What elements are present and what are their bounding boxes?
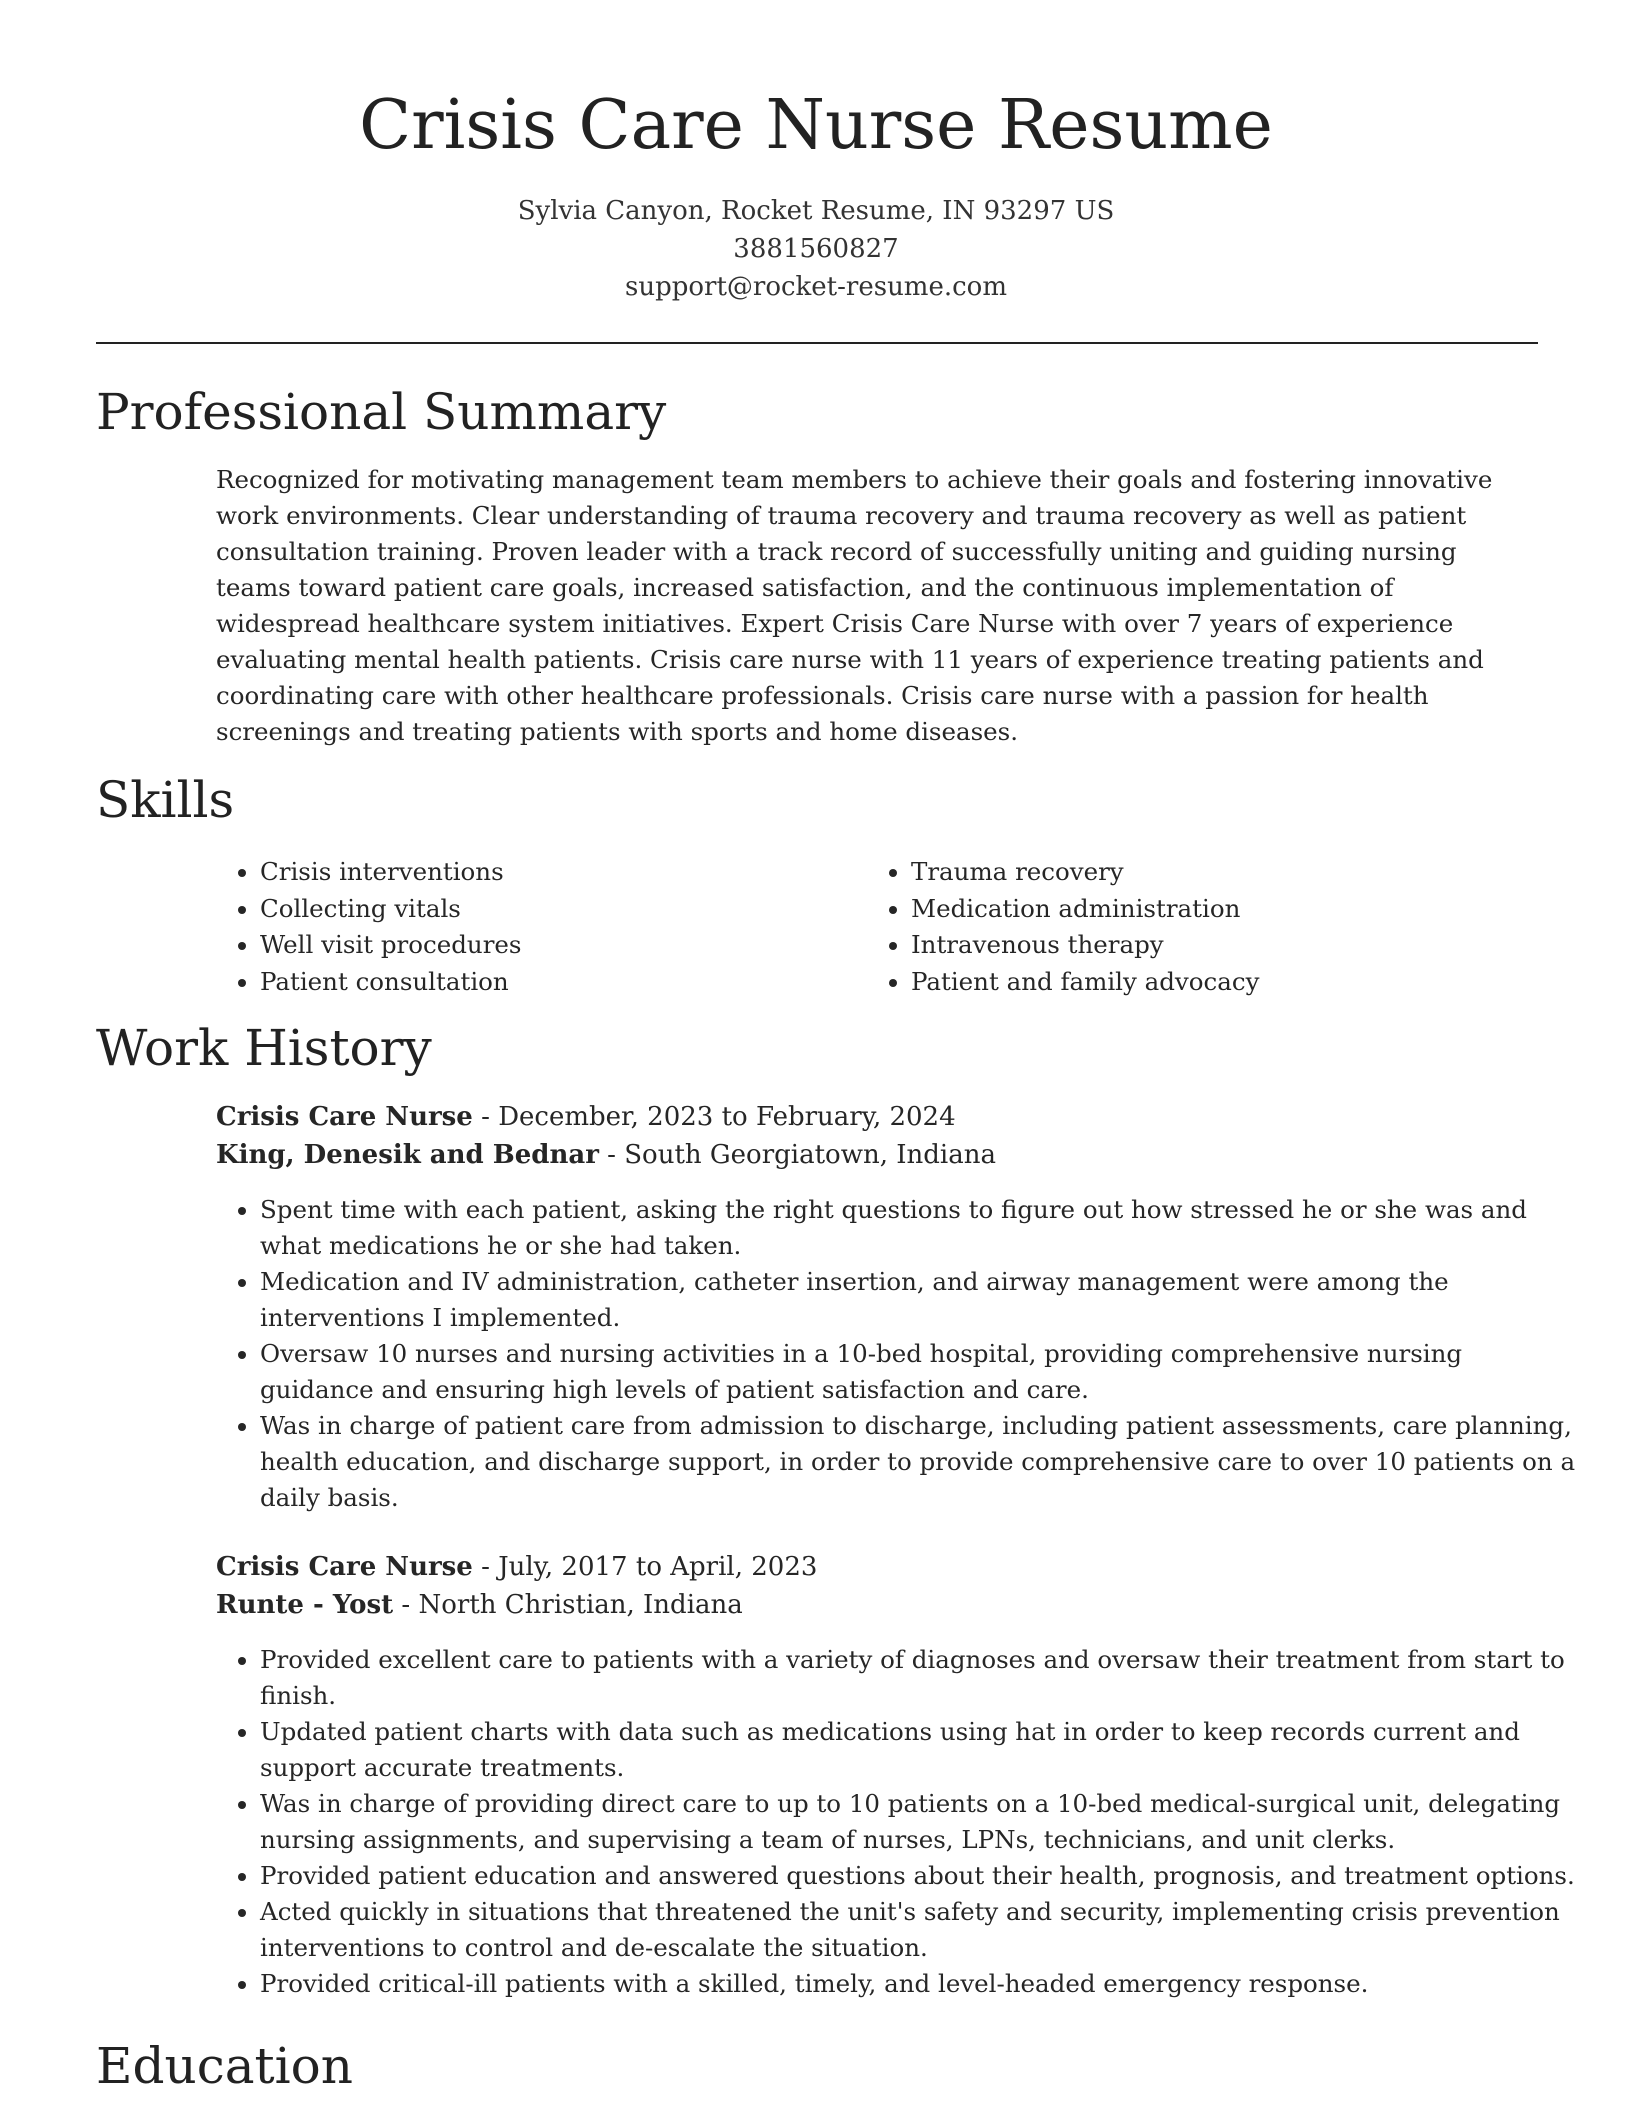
skill-item: • Crisis interventions [260, 854, 860, 891]
job-bullet: • Was in charge of patient care from admission to discharge, including patient assessments, care planning, health education, and discharge support, in order to provide comprehensive care to over 10 patients on a daily basis. [260, 1408, 1580, 1516]
education-heading: Education [96, 2037, 353, 2095]
work-history-heading: Work History [96, 1019, 432, 1077]
skills-heading: Skills [96, 771, 235, 829]
skills-list-left [216, 854, 860, 1000]
contact-phone: 3881560827 [733, 234, 899, 264]
job-bullet: • Updated patient charts with data such as medications using hat in order to keep records current and support accurate treatments. [260, 1714, 1580, 1786]
job-location: South Georgiatown, Indiana [624, 1140, 996, 1170]
contact-address: Sylvia Canyon, Rocket Resume, IN 93297 US [517, 196, 1115, 226]
separator: - [598, 1140, 625, 1170]
job-bullet: • Acted quickly in situations that threatened the unit's safety and security, implementing crisis prevention interventions to control and de-escalate the situation. [260, 1894, 1580, 1966]
job-bullet: • Medication and IV administration, catheter insertion, and airway management were among the interventions I implemented. [260, 1264, 1580, 1336]
header-divider [96, 342, 1538, 344]
job-bullet: • Provided excellent care to patients with a variety of diagnoses and oversaw their treatment from start to finish. [260, 1642, 1580, 1714]
contact-email: support@rocket-resume.com [624, 272, 1007, 302]
summary-text: Recognized for motivating management team members to achieve their goals and fostering innovative work environments. Clear understanding of trauma recovery and trauma recovery as well as patient consultation training. Proven leader with a track record of successfully uniting and guiding nursing teams toward patient care goals, increased satisfaction, and the continuous implementation of widespread healthcare system initiatives. Expert Crisis Care Nurse with over 7 years of experience evaluating mental health patients. Crisis care nurse with 11 years of experience treating patients and coordinating care with other healthcare professionals. Crisis care nurse with a passion for health screenings and treating patients with sports and home diseases. [216, 465, 1493, 746]
job-company-line [216, 1136, 996, 1174]
job-bullet: • Provided patient education and answered questions about their health, prognosis, and treatment options. [260, 1858, 1580, 1894]
separator: - [472, 1102, 499, 1132]
job-dates: December, 2023 to February, 2024 [498, 1102, 956, 1132]
resume-title: Crisis Care Nurse Resume [359, 86, 1273, 165]
skill-item: • Patient and family advocacy [911, 964, 1531, 1001]
job-bullet: • Provided critical-ill patients with a skilled, timely, and level-headed emergency response. [260, 1966, 1580, 2002]
job-bullet: • Oversaw 10 nurses and nursing activities in a 10-bed hospital, providing comprehensive nursing guidance and ensuring high levels of patient satisfaction and care. [260, 1336, 1580, 1408]
skill-item: • Medication administration [911, 891, 1531, 928]
job-title-line [216, 1098, 956, 1136]
skill-item: • Collecting vitals [260, 891, 860, 928]
job-bullet-list [216, 1642, 1580, 2002]
skill-item: • Patient consultation [260, 964, 860, 1001]
contact-block [0, 192, 1632, 306]
job-bullet: • Was in charge of providing direct care to up to 10 patients on a 10-bed medical-surgical unit, delegating nursing assignments, and supervising a team of nurses, LPNs, technicians, and unit clerks. [260, 1786, 1580, 1858]
job-bullet: • Spent time with each patient, asking the right questions to figure out how stressed he or she was and what medications he or she had taken. [260, 1192, 1580, 1264]
skill-item: • Trauma recovery [911, 854, 1531, 891]
job-location: North Christian, Indiana [418, 1590, 743, 1620]
job-title: Crisis Care Nurse [216, 1552, 473, 1582]
skill-item: • Well visit procedures [260, 927, 860, 964]
summary-heading: Professional Summary [96, 383, 667, 441]
job-bullet-list [216, 1192, 1580, 1516]
job-dates: July, 2017 to April, 2023 [498, 1552, 818, 1582]
skills-list-right [867, 854, 1531, 1000]
job-company: Runte - Yost [216, 1590, 394, 1620]
job-company: King, Denesik and Bednar [216, 1140, 599, 1170]
job-company-line [216, 1586, 743, 1624]
separator: - [472, 1552, 499, 1582]
job-title: Crisis Care Nurse [216, 1102, 473, 1132]
separator: - [393, 1590, 419, 1620]
job-title-line [216, 1548, 817, 1586]
skill-item: • Intravenous therapy [911, 927, 1531, 964]
